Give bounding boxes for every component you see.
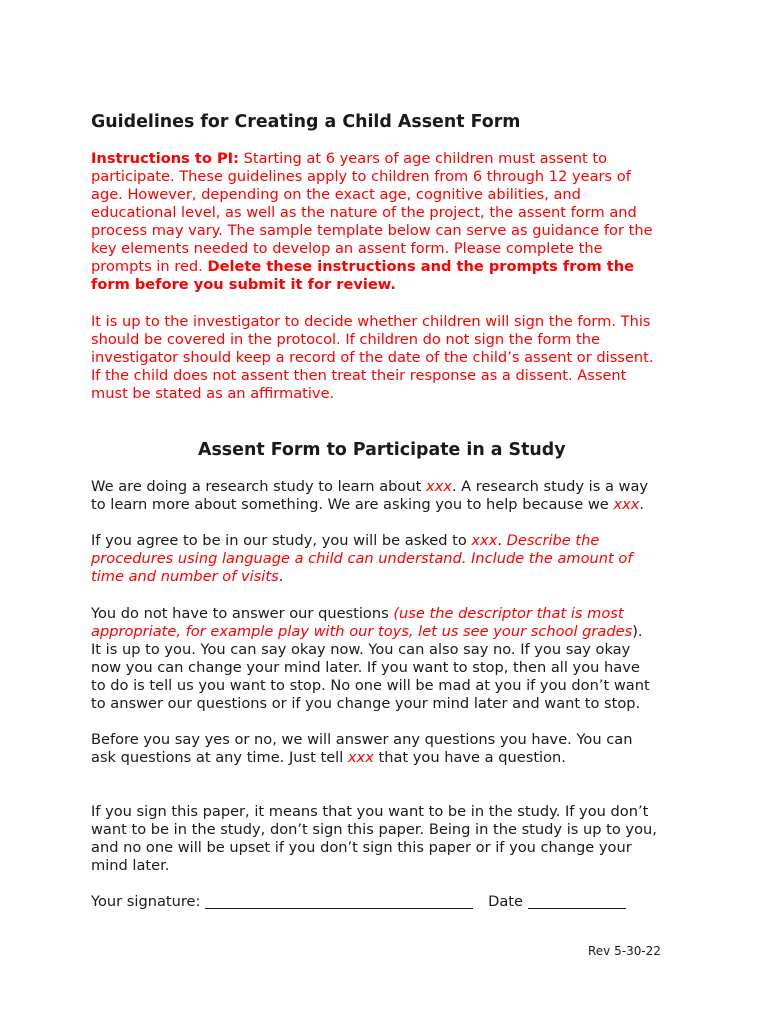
signature-line[interactable] — [205, 894, 473, 909]
date-line[interactable] — [528, 894, 626, 909]
instructions-label: Instructions to PI: — [91, 150, 239, 167]
signing-explanation-paragraph: If you sign this paper, it means that you want to be in the study. If you don’t want to be in the study, don’t sign this paper. Being in the study is up to you, and no one will be upset if you don’t sign this paper or if you change your mind later. — [91, 803, 657, 874]
procedures-paragraph: If you agree to be in our study, you will be asked to xxx. Describe the procedures using language a child can understand. Include the amount of time and number of visits. — [91, 532, 633, 585]
voluntary-paragraph: You do not have to answer our questions (use the descriptor that is most appropriate, for example play with our toys, let us see your school grades). It is up to you. You can say okay now. You can also say no. If you say okay now you can change your mind later. If you want to stop, then all you have to do is tell us you want to stop. No one will be mad at you if you don’t want to answer our questions or if you change your mind later and want to stop. — [91, 605, 650, 712]
signing-paragraph: It is up to the investigator to decide whether children will sign the form. This should be covered in the protocol. If children do not sign the form the investigator should keep a record of the date of the child’s assent or dissent. If the child does not assent then treat their response as a dissent. Assent must be stated as an affirmative. — [91, 313, 654, 402]
instructions-paragraph: Instructions to PI: Starting at 6 years of age children must assent to participate. These guidelines apply to children from 6 through 12 years of age. However, depending on the exact age, cognitive abilities, and educational level, as well as the nature of the project, the assent form and process may vary. The sample template below can serve as guidance for the key elements needed to develop an assent form. Please complete the prompts in red. Delete these instructions and the prompts from the form before you submit it for review. — [91, 150, 653, 293]
study-intro-paragraph: We are doing a research study to learn about xxx. A research study is a way to learn more about something. We are asking you to help because we xxx. — [91, 478, 649, 513]
date-label: Date — [488, 893, 528, 910]
document-page — [91, 0, 691, 1024]
questions-paragraph: Before you say yes or no, we will answer any questions you have. You can ask questions at any time. Just tell xxx that you have a question. — [91, 731, 633, 766]
signature-row — [91, 893, 626, 913]
revision-footer: Rev 5-30-22 — [588, 944, 661, 958]
guidelines-title: Guidelines for Creating a Child Assent Form — [91, 112, 521, 132]
assent-form-title: Assent Form to Participate in a Study — [198, 440, 566, 460]
delete-instruction: Delete these instructions and the prompts from the — [207, 258, 635, 275]
signature-label: Your signature: — [91, 893, 206, 910]
